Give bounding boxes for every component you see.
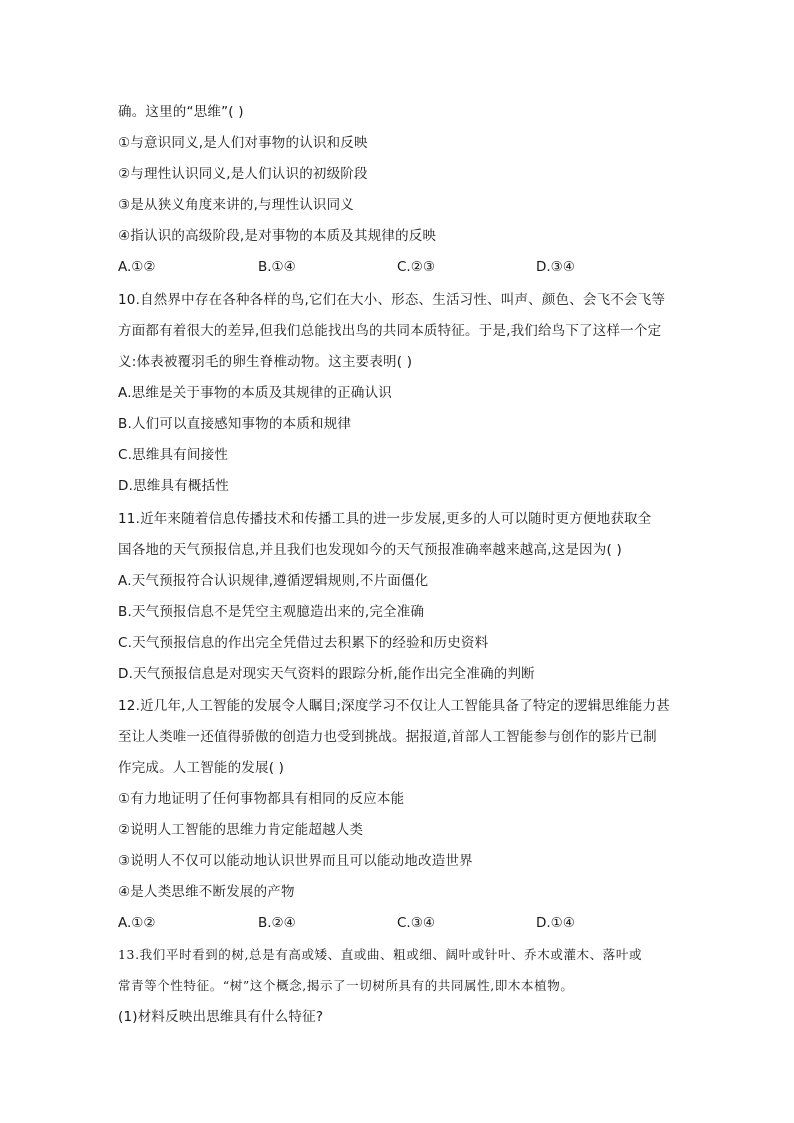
q12-item-3: ③说明人不仅可以能动地认识世界而且可以能动地改造世界	[118, 853, 473, 869]
q12-item-1: ①有力地证明了任何事物都具有相同的反应本能	[118, 791, 405, 807]
q12-option-c: C.③④	[397, 915, 435, 931]
q12-stem-line-2: 至让人类唯一还值得骄傲的创造力也受到挑战。据报道,首部人工智能参与创作的影片已制	[118, 729, 657, 745]
q9-option-a: A.①②	[118, 259, 156, 275]
q10-stem-line-1: 10.自然界中存在各种各样的鸟,它们在大小、形态、生活习性、叫声、颜色、会飞不会飞等	[118, 292, 666, 308]
q9-option-b: B.①④	[258, 259, 296, 275]
q12-option-d: D.①④	[536, 915, 575, 931]
q11-option-d: D.天气预报信息是对现实天气资料的跟踪分析,能作出完全准确的判断	[118, 666, 535, 682]
q10-option-c: C.思维具有间接性	[118, 447, 229, 463]
q11-option-b: B.天气预报信息不是凭空主观臆造出来的,完全准确	[118, 604, 425, 620]
q9-option-d: D.③④	[536, 259, 575, 275]
q9-option-c: C.②③	[397, 259, 435, 275]
q12-item-4: ④是人类思维不断发展的产物	[118, 884, 295, 900]
q11-option-a: A.天气预报符合认识规律,遵循逻辑规则,不片面僵化	[118, 573, 429, 589]
q12-item-2: ②说明人工智能的思维力肯定能超越人类	[118, 822, 364, 838]
q13-subquestion-1: (1)材料反映出思维具有什么特征?	[118, 1009, 324, 1025]
q11-stem-line-2: 国各地的天气预报信息,并且我们也发现如今的天气预报准确率越来越高,这是因为( )	[118, 542, 622, 558]
q9-item-1: ①与意识同义,是人们对事物的认识和反映	[118, 135, 368, 151]
q10-option-a: A.思维是关于事物的本质及其规律的正确认识	[118, 385, 392, 401]
q11-option-c: C.天气预报信息的作出完全凭借过去积累下的经验和历史资料	[118, 635, 489, 651]
q9-stem-end: 确。这里的“思维”( )	[118, 104, 244, 120]
q12-stem-line-1: 12.近几年,人工智能的发展令人瞩目;深度学习不仅让人工智能具备了特定的逻辑思维能力甚	[118, 698, 670, 714]
q11-stem-line-1: 11.近年来随着信息传播技术和传播工具的进一步发展,更多的人可以随时更方便地获取全	[118, 511, 652, 527]
q12-stem-line-3: 作完成。人工智能的发展( )	[118, 760, 285, 776]
q10-stem-line-2: 方面都有着很大的差异,但我们总能找出鸟的共同本质特征。于是,我们给鸟下了这样一个定	[118, 323, 662, 339]
q9-item-3: ③是从狭义角度来讲的,与理性认识同义	[118, 197, 354, 213]
q10-option-d: D.思维具有概括性	[118, 478, 229, 494]
q13-stem-line-2: 常青等个性特征。“树”这个概念,揭示了一切树所具有的共同属性,即木本植物。	[118, 978, 574, 993]
q12-option-b: B.②④	[258, 915, 296, 931]
q10-option-b: B.人们可以直接感知事物的本质和规律	[118, 416, 352, 432]
q10-stem-line-3: 义:体表被覆羽毛的卵生脊椎动物。这主要表明( )	[118, 354, 413, 370]
q13-stem-line-1: 13.我们平时看到的树,总是有高或矮、直或曲、粗或细、阔叶或针叶、乔木或灌木、落叶或	[118, 947, 643, 962]
q12-option-a: A.①②	[118, 915, 156, 931]
q9-item-4: ④指认识的高级阶段,是对事物的本质及其规律的反映	[118, 228, 437, 244]
q9-item-2: ②与理性认识同义,是人们认识的初级阶段	[118, 166, 368, 182]
